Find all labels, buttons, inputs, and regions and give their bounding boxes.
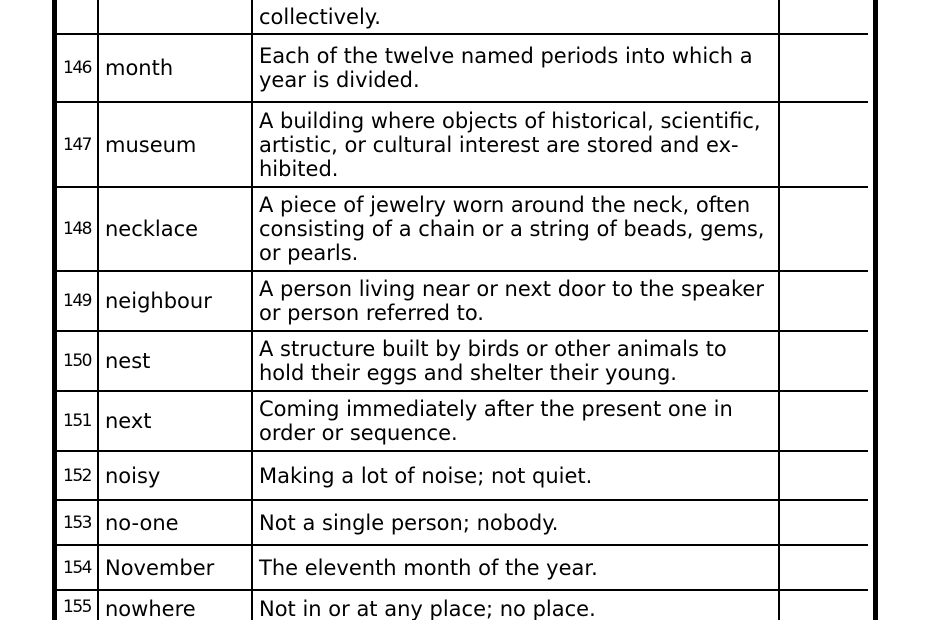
row-number: 146 (57, 35, 99, 101)
definition-text: Each of the twelve named periods into which a year is divided. (259, 44, 753, 92)
row-number: 147 (57, 103, 99, 186)
table-row (57, 103, 868, 188)
table-row (57, 392, 868, 452)
row-number: 148 (57, 188, 99, 270)
definition-text: collectively. (259, 5, 381, 29)
row-word: necklace (99, 188, 253, 270)
row-number: 151 (57, 392, 99, 450)
row-definition (253, 103, 780, 186)
definition-text: A person living near or next door to the speaker or person referred to. (259, 277, 764, 325)
definition-text: Coming immediately after the present one in order or sequence. (259, 397, 733, 445)
blank-cell (780, 332, 868, 390)
table-row-partial (57, 0, 868, 35)
row-definition (253, 591, 780, 620)
blank-cell (780, 35, 868, 101)
definition-text: Not in or at any place; no place. (259, 597, 596, 620)
row-word: noisy (99, 452, 253, 499)
row-number: 152 (57, 452, 99, 499)
row-word (99, 0, 253, 33)
definition-text: Making a lot of noise; not quiet. (259, 463, 593, 488)
row-word: November (99, 546, 253, 589)
blank-cell (780, 546, 868, 589)
table-row (57, 452, 868, 501)
blank-cell (780, 0, 868, 33)
table-row (57, 332, 868, 392)
blank-cell (780, 272, 868, 330)
blank-cell (780, 591, 868, 620)
blank-cell (780, 452, 868, 499)
row-definition (253, 35, 780, 101)
row-word: nowhere (99, 591, 253, 620)
table-row (57, 272, 868, 332)
definition-text: A structure built by birds or other animals to hold their eggs and shelter their young. (259, 337, 727, 385)
definition-text: A piece of jewelry worn around the neck, often consisting of a chain or a string of beads, gems, or pearls. (259, 193, 765, 265)
blank-cell (780, 103, 868, 186)
row-word: nest (99, 332, 253, 390)
row-word: next (99, 392, 253, 450)
row-word: month (99, 35, 253, 101)
row-number: 150 (57, 332, 99, 390)
blank-cell (780, 188, 868, 270)
row-definition (253, 546, 780, 589)
row-definition (253, 188, 780, 270)
row-word: museum (99, 103, 253, 186)
row-definition (253, 452, 780, 499)
blank-cell (780, 501, 868, 544)
row-number: 153 (57, 501, 99, 544)
row-definition (253, 501, 780, 544)
row-number (57, 0, 99, 33)
table-row (57, 35, 868, 103)
table-row (57, 501, 868, 546)
definition-text: The eleventh month of the year. (259, 555, 598, 580)
row-number: 155 (57, 591, 99, 620)
row-definition (253, 272, 780, 330)
table-row (57, 188, 868, 272)
row-definition (253, 0, 780, 33)
table-row (57, 591, 868, 620)
row-definition (253, 392, 780, 450)
blank-cell (780, 392, 868, 450)
definition-text: Not a single person; nobody. (259, 510, 559, 535)
row-number: 154 (57, 546, 99, 589)
row-number: 149 (57, 272, 99, 330)
row-word: neighbour (99, 272, 253, 330)
row-definition (253, 332, 780, 390)
definition-text: A building where objects of historical, scientific, artistic, or cultural interest are stored and ex-hibited. (259, 108, 761, 181)
table-row (57, 546, 868, 591)
row-word: no-one (99, 501, 253, 544)
